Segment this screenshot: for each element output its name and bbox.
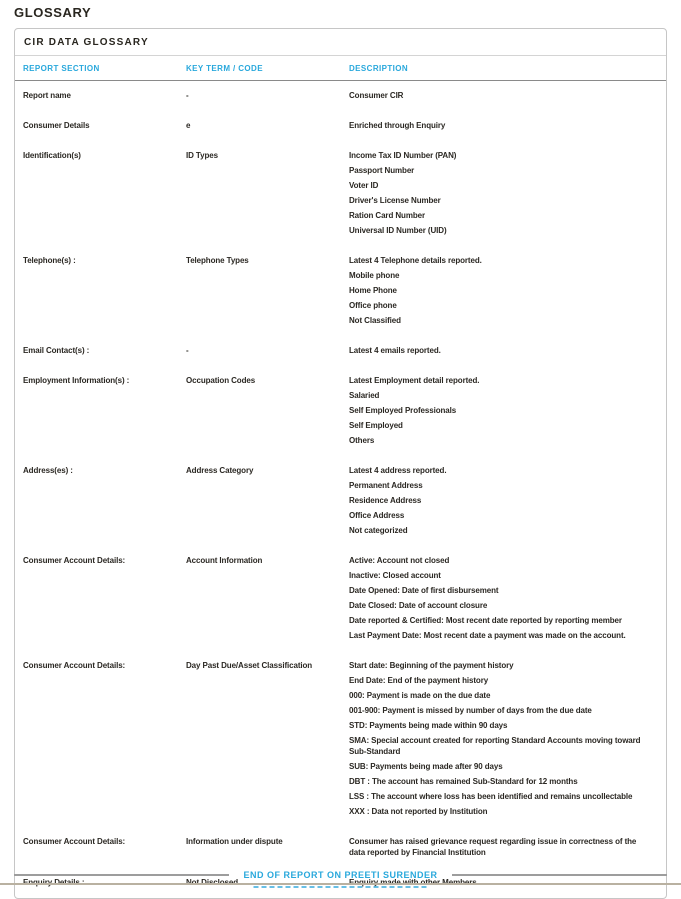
description-line: SUB: Payments being made after 90 days [349,762,503,771]
table-row [15,456,666,546]
description-line: 001-900: Payment is missed by number of days from the due date [349,706,592,715]
description-line: LSS : The account where loss has been identified and remains uncollectable [349,792,633,801]
description-cell [349,255,666,332]
description-line: Latest Employment detail reported. [349,376,480,385]
description-line: Permanent Address [349,481,423,490]
report-section-cell: Consumer Account Details: [23,661,126,670]
description-line: Not categorized [349,526,408,535]
glossary-box [14,28,667,899]
key-term-cell: - [186,91,189,100]
description-line: Last Payment Date: Most recent date a payment was made on the account. [349,631,626,640]
description-line: DBT : The account has remained Sub-Standard for 12 months [349,777,578,786]
description-line: Passport Number [349,166,415,175]
next-page-text-peek [253,886,428,888]
description-cell [349,345,666,362]
description-line: Latest 4 address reported. [349,466,447,475]
description-line: Self Employed [349,421,403,430]
description-line: STD: Payments being made within 90 days [349,721,508,730]
description-cell [349,660,666,823]
description-line: Active: Account not closed [349,556,450,565]
description-line: Not Classified [349,316,401,325]
description-line: Voter ID [349,181,379,190]
key-term-cell: Information under dispute [186,837,283,846]
table-row [15,81,666,111]
report-section-cell: Address(es) : [23,466,73,475]
table-row [15,827,666,868]
footer-divider-right [452,874,667,876]
key-term-cell: Account Information [186,556,263,565]
key-term-cell: Day Past Due/Asset Classification [186,661,313,670]
description-cell [349,555,666,647]
glossary-table-body [15,81,666,898]
page-edge-divider [0,883,681,885]
description-line: Latest 4 Telephone details reported. [349,256,482,265]
report-section-cell: Employment Information(s) : [23,376,130,385]
description-cell [349,120,666,137]
key-term-cell: Occupation Codes [186,376,256,385]
description-line: Start date: Beginning of the payment history [349,661,514,670]
column-header-1: REPORT SECTION [23,64,100,73]
key-term-cell: ID Types [186,151,218,160]
description-cell [349,150,666,242]
description-line: Residence Address [349,496,422,505]
table-row [15,546,666,651]
description-cell [349,90,666,107]
glossary-column-headers [15,56,666,81]
end-of-report-text: END OF REPORT ON PREETI SURENDER [243,870,438,880]
description-line: Latest 4 emails reported. [349,346,441,355]
key-term-cell: - [186,346,189,355]
description-cell [349,465,666,542]
description-line: Date Closed: Date of account closure [349,601,488,610]
description-line: Inactive: Closed account [349,571,441,580]
description-line: Ration Card Number [349,211,425,220]
column-header-2: KEY TERM / CODE [186,64,263,73]
description-line: Enriched through Enquiry [349,121,446,130]
column-header-3: DESCRIPTION [349,64,409,73]
report-section-cell: Consumer Details [23,121,90,130]
description-line: Universal ID Number (UID) [349,226,447,235]
table-row [15,366,666,456]
description-cell [349,836,666,864]
table-row [15,336,666,366]
report-section-cell: Telephone(s) : [23,256,76,265]
end-of-report-footer [14,870,667,880]
key-term-cell: e [186,121,191,130]
table-row [15,141,666,246]
footer-divider-left [14,874,229,876]
glossary-box-title: CIR DATA GLOSSARY [15,29,666,56]
description-line: Income Tax ID Number (PAN) [349,151,457,160]
description-line: XXX : Data not reported by Institution [349,807,488,816]
table-row [15,246,666,336]
description-line: Driver's License Number [349,196,441,205]
table-row [15,651,666,827]
description-line: End Date: End of the payment history [349,676,489,685]
description-line: Office Address [349,511,405,520]
table-row [15,111,666,141]
description-line: 000: Payment is made on the due date [349,691,491,700]
description-line: Date reported & Certified: Most recent date reported by reporting member [349,616,622,625]
description-line: Mobile phone [349,271,400,280]
description-line: Self Employed Professionals [349,406,457,415]
page-title: GLOSSARY [14,5,92,20]
description-line: Office phone [349,301,397,310]
report-section-cell: Identification(s) [23,151,81,160]
description-line: Consumer has raised grievance request regarding issue in correctness of the data reported by Financial Institution [349,837,637,857]
key-term-cell: Address Category [186,466,254,475]
report-section-cell: Email Contact(s) : [23,346,90,355]
description-line: Others [349,436,375,445]
key-term-cell: Telephone Types [186,256,249,265]
description-line: Consumer CIR [349,91,404,100]
report-section-cell: Report name [23,91,71,100]
description-cell [349,375,666,452]
description-line: Home Phone [349,286,397,295]
report-section-cell: Consumer Account Details: [23,837,126,846]
report-section-cell: Consumer Account Details: [23,556,126,565]
description-line: Salaried [349,391,380,400]
description-line: Date Opened: Date of first disbursement [349,586,499,595]
description-line: SMA: Special account created for reporting Standard Accounts moving toward Sub-Standard [349,736,641,756]
